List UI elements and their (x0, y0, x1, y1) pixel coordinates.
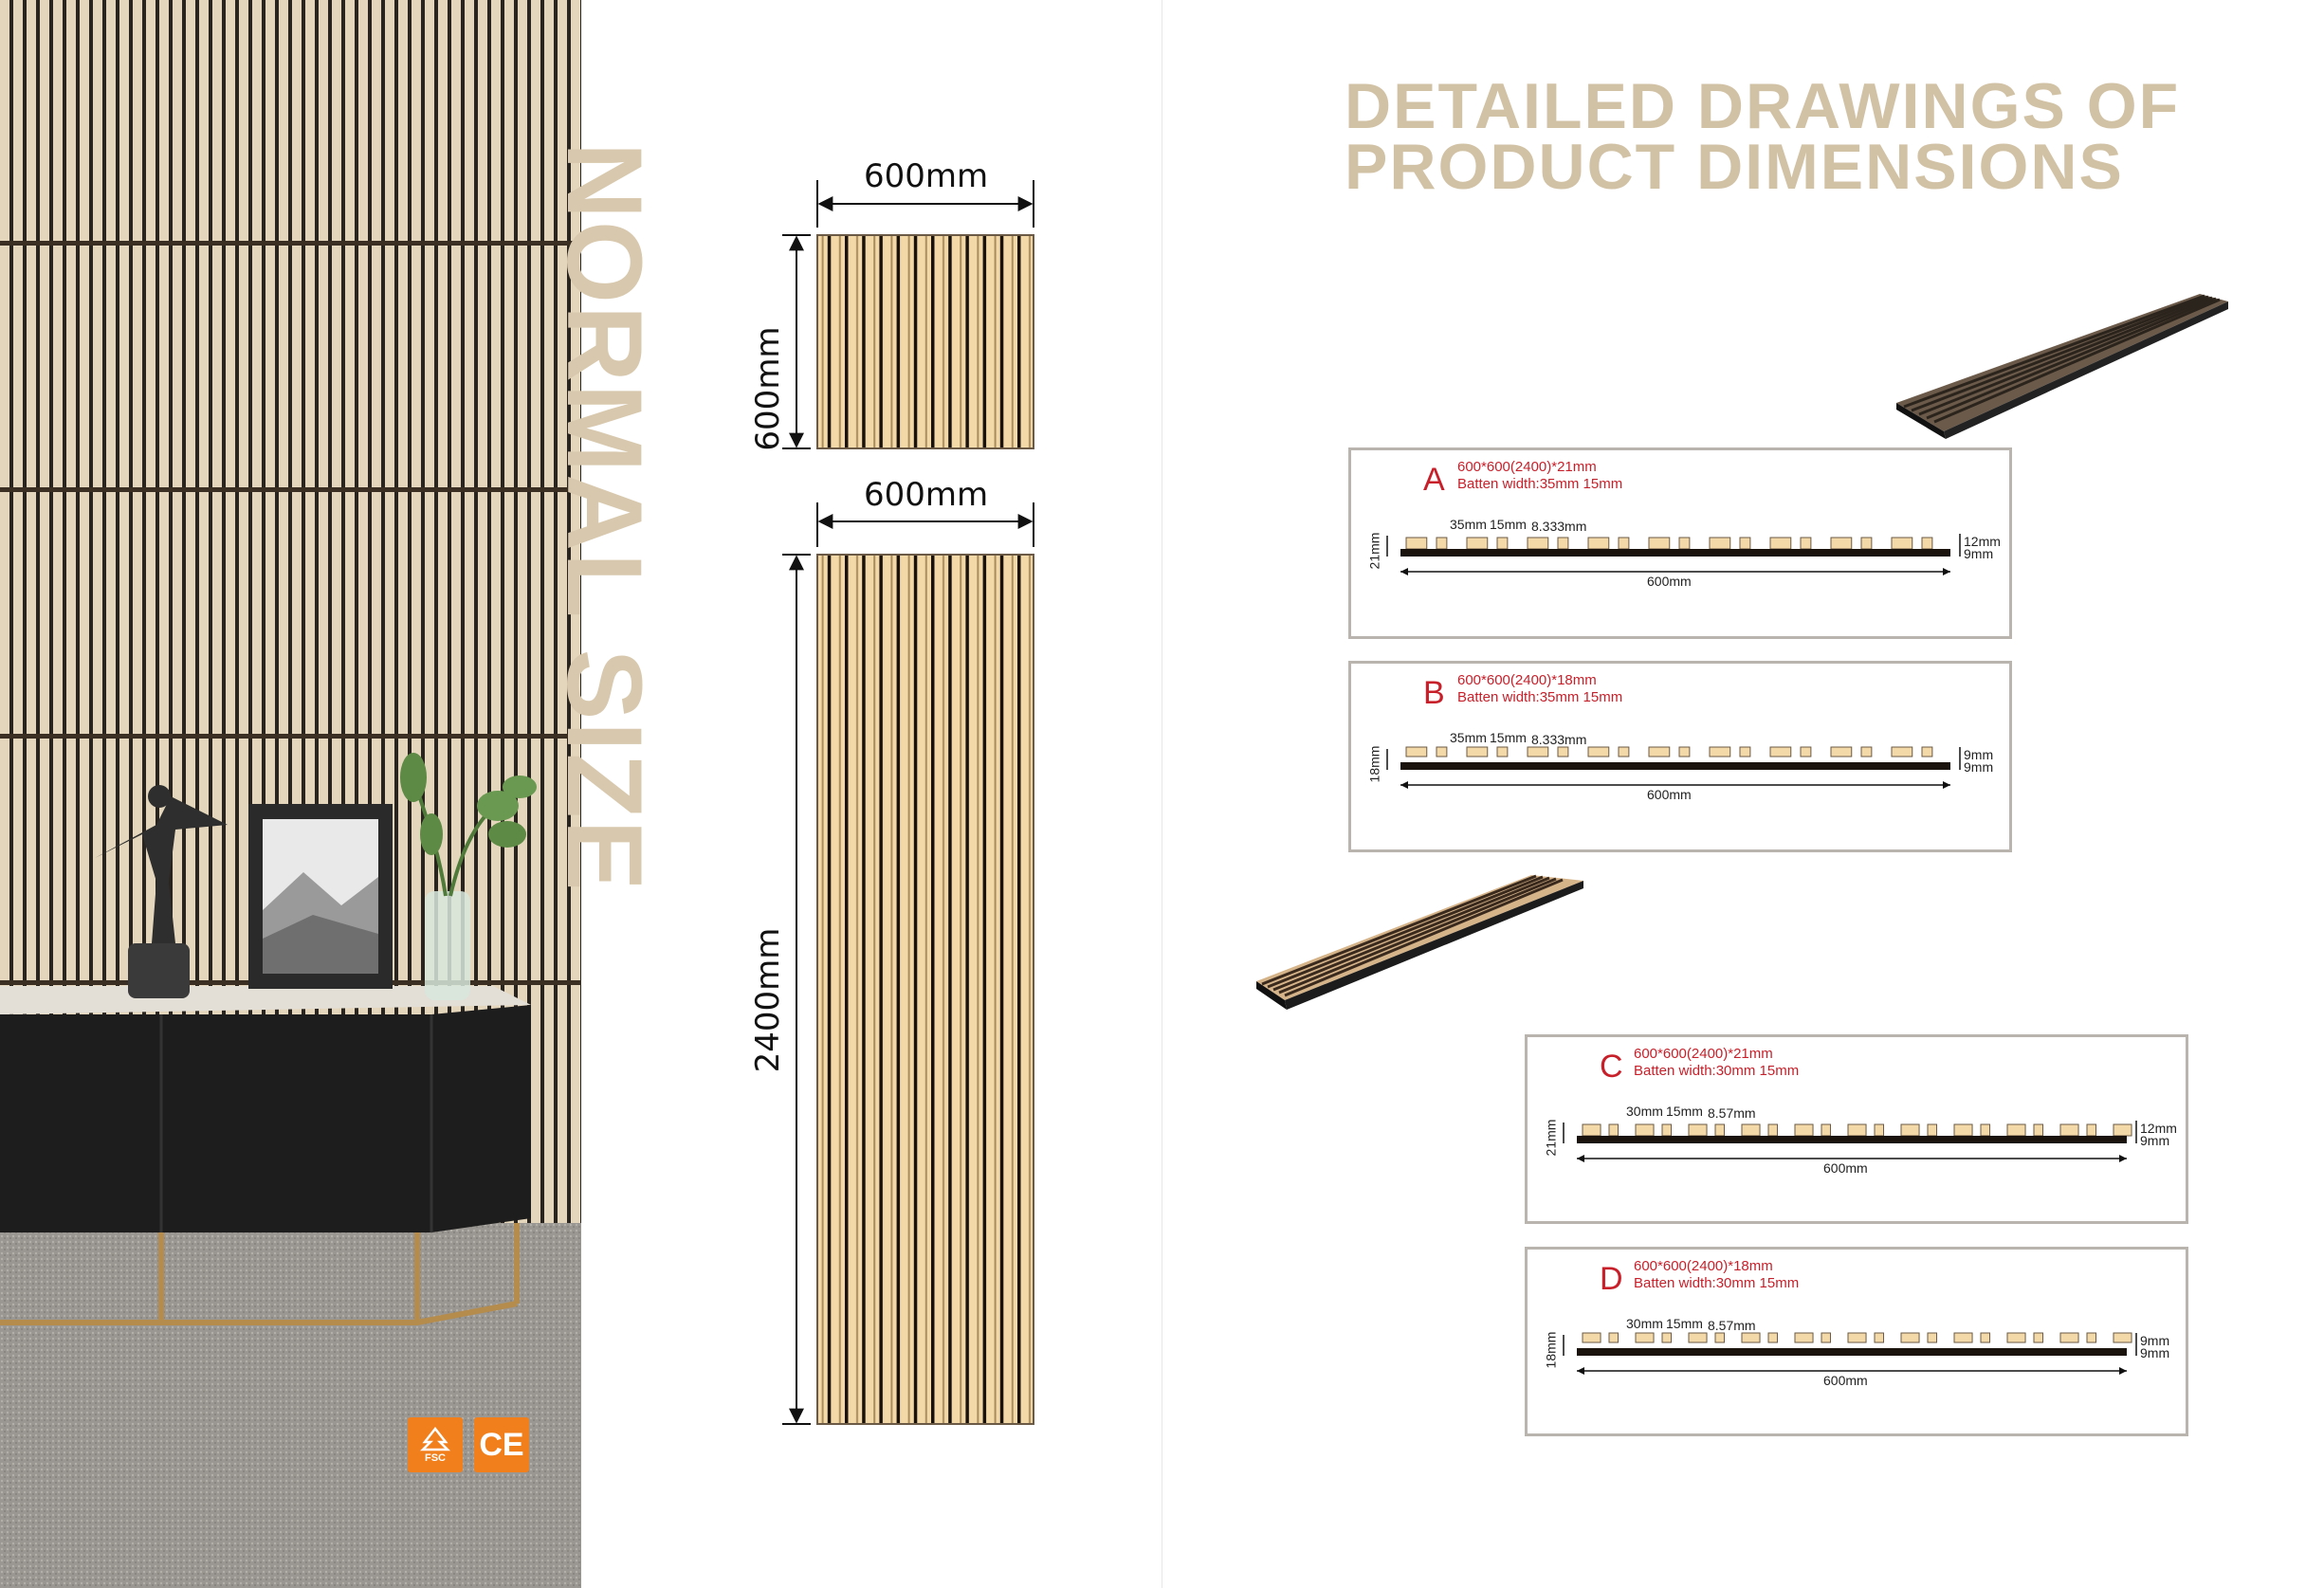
ce-badge (474, 1417, 529, 1472)
profile-width-label: 600mm (1647, 787, 1692, 802)
gap-width-label: 15mm (1666, 1316, 1703, 1331)
profile-width-label: 600mm (1823, 1160, 1868, 1176)
profile-batten: Batten width:30mm 15mm (1634, 1275, 1800, 1291)
gap-width-label: 15mm (1490, 517, 1527, 532)
square-width-label: 600mm (864, 157, 989, 195)
fsc-label: FSC (425, 1451, 446, 1464)
square-height-label-wrap (749, 326, 787, 451)
profile-batten: Batten width:35mm 15mm (1457, 689, 1623, 705)
profile-card-c (1525, 1034, 2188, 1224)
profile-batten: Batten width:35mm 15mm (1457, 476, 1623, 492)
pitch-label: 8.57mm (1708, 1105, 1756, 1121)
profile-spec: 600*600(2400)*21mm (1457, 459, 1597, 475)
profile-spec: 600*600(2400)*18mm (1634, 1258, 1773, 1274)
bottom-right-label: 9mm (1964, 759, 1994, 775)
panel-dimension-drawings (759, 171, 1062, 1441)
profile-card-a (1348, 447, 2012, 639)
side-title-text: NORMAL SIZE (545, 142, 664, 893)
pitch-label: 8.333mm (1531, 519, 1587, 534)
pitch-label: 8.57mm (1708, 1318, 1756, 1333)
thickness-label: 18mm (1366, 745, 1382, 783)
top-right-label: 12mm (2140, 1121, 2177, 1136)
bottom-right-label: 9mm (2140, 1133, 2170, 1148)
profile-width-label: 600mm (1823, 1373, 1868, 1388)
panel-perspective-1 (1887, 284, 2238, 474)
gap-width-label: 15mm (1490, 730, 1527, 745)
pitch-label: 8.333mm (1531, 732, 1587, 747)
profile-letter: A (1423, 462, 1445, 498)
profile-spec: 600*600(2400)*21mm (1634, 1046, 1773, 1062)
thickness-label: 21mm (1366, 532, 1382, 570)
profile-letter: B (1423, 675, 1445, 711)
ce-label: CE (479, 1426, 524, 1463)
interior-photo (0, 0, 581, 1588)
fsc-tree-icon (419, 1427, 451, 1453)
square-panel (817, 235, 1034, 448)
profile-section-drawing (1351, 450, 2015, 642)
slat-width-label: 35mm (1450, 730, 1487, 745)
profile-section-drawing (1528, 1037, 2191, 1227)
bottom-right-label: 9mm (2140, 1345, 2170, 1360)
heading-line-2: PRODUCT DIMENSIONS (1345, 131, 2124, 203)
thickness-label: 18mm (1543, 1331, 1559, 1369)
profile-card-b (1348, 661, 2012, 852)
profile-letter: D (1600, 1261, 1623, 1297)
slat-width-label: 30mm (1626, 1316, 1663, 1331)
profile-spec: 600*600(2400)*18mm (1457, 672, 1597, 688)
profile-width-label: 600mm (1647, 574, 1692, 589)
top-right-label: 12mm (1964, 534, 2001, 549)
heading-line-1: DETAILED DRAWINGS OF (1345, 70, 2181, 142)
fsc-badge (408, 1417, 463, 1472)
interior-photo-illustration (0, 0, 581, 1588)
panel-perspective-2 (1247, 867, 1588, 1019)
long-height-label: 2400mm (749, 927, 787, 1073)
bottom-right-label: 9mm (1964, 546, 1994, 561)
long-height-label-wrap (749, 927, 787, 1073)
profile-card-d (1525, 1247, 2188, 1436)
profile-section-drawing (1528, 1250, 2191, 1439)
slat-width-label: 30mm (1626, 1104, 1663, 1119)
thickness-label: 21mm (1543, 1119, 1559, 1157)
profile-letter: C (1600, 1049, 1623, 1085)
top-right-label: 9mm (2140, 1333, 2170, 1348)
long-width-label: 600mm (864, 476, 989, 514)
profile-batten: Batten width:30mm 15mm (1634, 1063, 1800, 1079)
long-panel (817, 555, 1034, 1424)
slat-width-label: 35mm (1450, 517, 1487, 532)
top-right-label: 9mm (1964, 747, 1994, 762)
profile-section-drawing (1351, 664, 2015, 855)
side-title (545, 142, 666, 977)
gap-width-label: 15mm (1666, 1104, 1703, 1119)
square-height-label: 600mm (749, 326, 787, 451)
